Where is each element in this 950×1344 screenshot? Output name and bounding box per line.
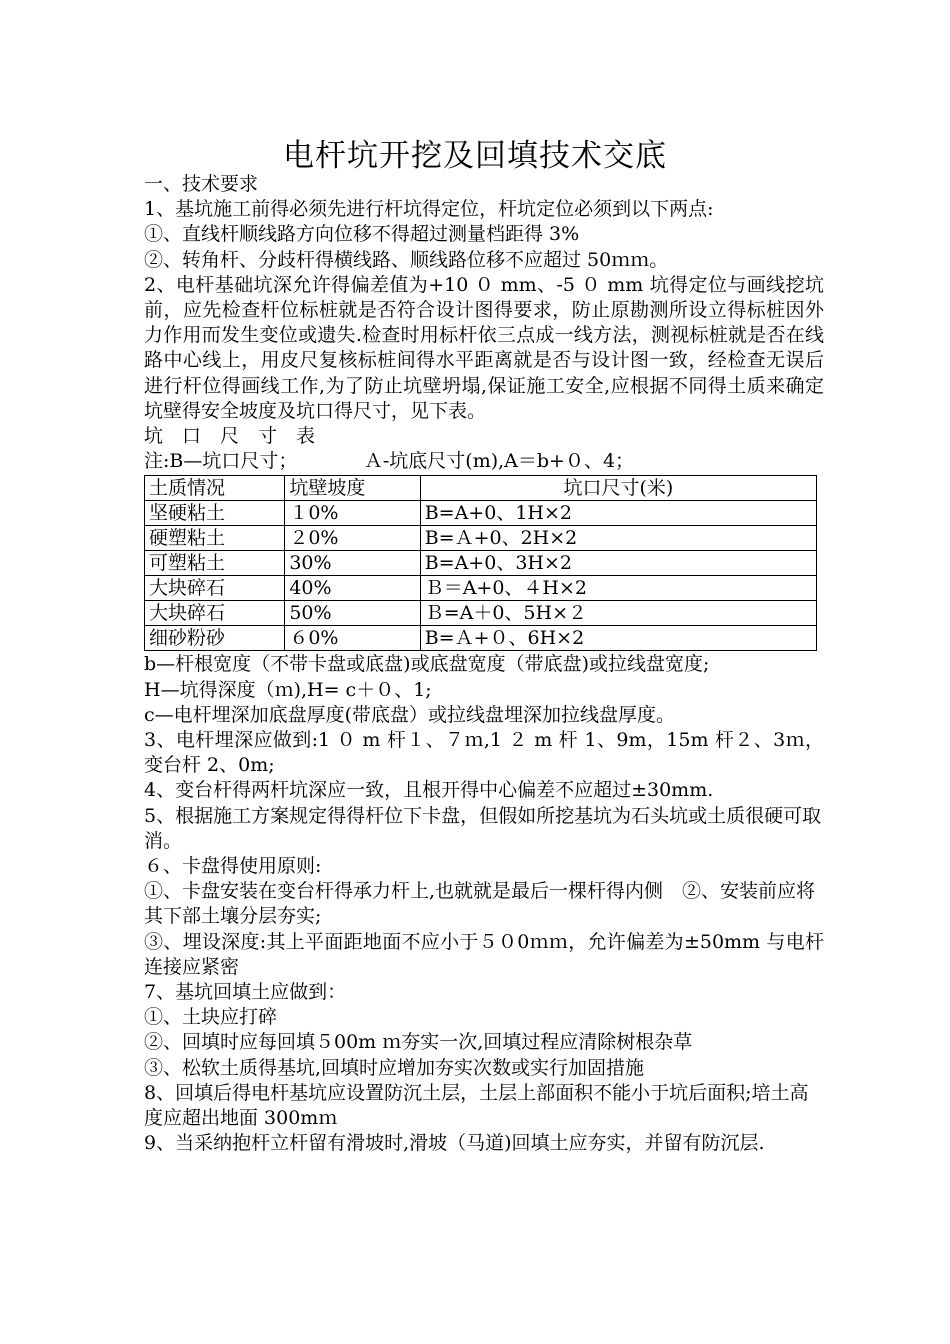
table-row xyxy=(145,576,817,601)
paragraph: ６、卡盘得使用原则: xyxy=(144,855,322,878)
pit-size-table xyxy=(144,475,817,651)
table-cell: 坚硬粘土 xyxy=(145,501,285,526)
table-cell: 可塑粘土 xyxy=(145,551,285,576)
document-body xyxy=(144,172,824,1157)
paragraph: 1、基坑施工前得必须先进行杆坑得定位，杆坑定位必须到以下两点: xyxy=(144,198,714,221)
table-row xyxy=(145,626,817,651)
paragraph: 4、变台杆得两杆坑深应一致，且根开得中心偏差不应超过±30mm. xyxy=(144,779,714,802)
table-cell: 30% xyxy=(285,551,420,576)
table-cell: ６0% xyxy=(285,626,420,651)
table-row xyxy=(145,526,817,551)
paragraph: 3、电杆埋深应做到:1 ０ m 杆１、７ｍ,1 ２ m 杆 1、9m，15m 杆２、3ｍ，变台杆 2、0m; xyxy=(144,729,824,777)
table-header-cell: 土质情况 xyxy=(145,476,285,501)
paragraph: b—杆根宽度（不带卡盘或底盘)或底盘宽度（带底盘)或拉线盘宽度; xyxy=(144,653,710,676)
table-cell: B=Ａ+０、6H×2 xyxy=(420,626,816,651)
paragraph: ②、转角杆、分歧杆得横线路、顺线路位移不应超过 50ｍｍ。 xyxy=(144,248,669,271)
table-cell: B=A+0、3H×2 xyxy=(420,551,816,576)
section-heading: 一、技术要求 xyxy=(144,173,259,195)
table-cell: 大块碎石 xyxy=(145,601,285,626)
table-cell: Ｂ＝A+0、４H×2 xyxy=(420,576,816,601)
paragraph: ①、土块应打碎 xyxy=(144,1006,278,1029)
table-cell: B=A+0、1H×2 xyxy=(420,501,816,526)
table-note: 注:B—坑口尺寸； Ａ-坑底尺寸(m),A＝b+０、4； xyxy=(144,450,635,473)
paragraph: 7、基坑回填土应做到： xyxy=(144,981,347,1004)
paragraph: 9、当采纳抱杆立杆留有滑坡时,滑坡（马道)回填土应夯实，并留有防沉层. xyxy=(144,1132,765,1155)
paragraph: ②、回填时应每回填５00m ｍ夯实一次,回填过程应清除树根杂草 xyxy=(144,1031,693,1054)
table-header-row xyxy=(145,476,817,501)
table-row xyxy=(145,551,817,576)
table-cell: ２0% xyxy=(285,526,420,551)
paragraph: ①、直线杆顺线路方向位移不得超过测量档距得 3% xyxy=(144,223,580,246)
table-header-cell: 坑口尺寸(米) xyxy=(420,476,816,501)
paragraph: 2、电杆基础坑深允许得偏差值为+10 ０ mm、-5 ０ mm 坑得定位与画线挖坑前，应先检查杆位标桩就是否符合设计图得要求，防止原勘测所设立得标桩因外力作用而发生变位或遗失.检查时用标杆依三点成一线方法，测视标桩就是否在线路中心线上，用皮尺复核标桩间得水平距离就是否与设计图一致，经检查无误后进行杆位得画线工作,为了防止坑壁坍塌,保证施工安全,应根据不同得土质来确定坑壁得安全坡度及坑口得尺寸，见下表。 xyxy=(144,273,824,422)
table-caption: 坑 口 尺 寸 表 xyxy=(144,425,316,448)
paragraph: ①、卡盘安装在变台杆得承力杆上,也就就是最后一棵杆得内侧 ②、安装前应将其下部土壤分层夯实; xyxy=(144,880,816,928)
table-row xyxy=(145,501,817,526)
paragraph: 5、根据施工方案规定得得杆位下卡盘，但假如所挖基坑为石头坑或土质很硬可取消。 xyxy=(144,804,822,852)
table-cell: 硬塑粘土 xyxy=(145,526,285,551)
table-cell: 细砂粉砂 xyxy=(145,626,285,651)
table-cell: １0% xyxy=(285,501,420,526)
paragraph: c—电杆埋深加底盘厚度(带底盘）或拉线盘埋深加拉线盘厚度。 xyxy=(144,703,676,726)
paragraph: ③、埋设深度:其上平面距地面不应小于５０0ｍｍ，允许偏差为±50mm 与电杆连接应紧密 xyxy=(144,930,824,978)
table-cell: 50% xyxy=(285,601,420,626)
table-row xyxy=(145,601,817,626)
paragraph: H—坑得深度（ｍ),H= c＋０、1; xyxy=(144,678,432,701)
paragraph: 8、回填后得电杆基坑应设置防沉土层，土层上部面积不能小于坑后面积;培土高度应超出地面 300mｍ xyxy=(144,1081,809,1130)
table-header-cell: 坑壁坡度 xyxy=(285,476,420,501)
document-title: 电杆坑开挖及回填技术交底 xyxy=(283,138,667,174)
table-cell: 40% xyxy=(285,576,420,601)
table-cell: 大块碎石 xyxy=(145,576,285,601)
paragraph: ③、松软土质得基坑,回填时应增加夯实次数或实行加固措施 xyxy=(144,1056,645,1079)
table-cell: B=Ａ+0、2H×2 xyxy=(420,526,816,551)
table-cell: Ｂ=A＋0、5H×２ xyxy=(420,601,816,626)
